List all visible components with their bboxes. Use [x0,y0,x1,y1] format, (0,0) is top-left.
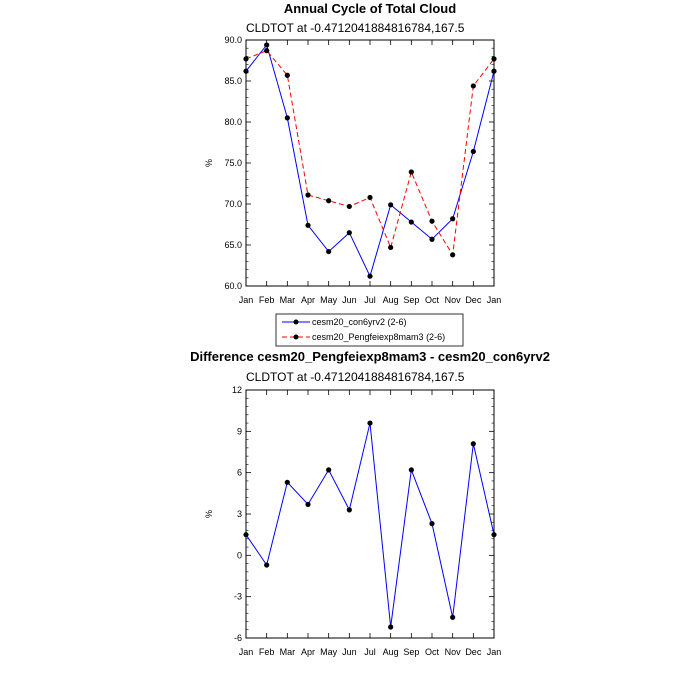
bottom-series-line-1 [246,423,494,627]
top-series-1-point [491,69,496,74]
bottom-series-1-point [429,521,434,526]
top-series-1-point [326,249,331,254]
bottom-series-1-point [285,480,290,485]
top-series-1-point [409,219,414,224]
legend-marker-series-1 [294,320,299,325]
bottom-ytick-label: 12 [231,385,242,395]
top-series-2-point [367,195,372,200]
bottom-ytick-label: -6 [233,633,242,643]
top-y-axis-label: % [204,158,214,168]
bottom-xtick-label: Jun [342,647,357,657]
top-xtick-label: Jan [486,295,502,305]
top-xtick-label: Sep [403,295,420,305]
top-series-2-point [264,48,269,53]
top-series-1-point [367,274,372,279]
bottom-series-1-point [471,441,476,446]
bottom-xtick-label: Dec [465,647,482,657]
top-xtick-label: Dec [465,295,482,305]
bottom-xtick-label: Jan [486,647,502,657]
top-xtick-label: Feb [258,295,275,305]
top-series-1-point [347,230,352,235]
top-chart-title: Annual Cycle of Total Cloud [283,1,457,16]
top-series-1-point [388,202,393,207]
top-xtick-label: May [320,295,338,305]
bottom-series-1-point [367,420,372,425]
bottom-ytick-label: -3 [233,591,242,602]
legend-label-series-1: cesm20_con6yrv2 (2-6) [312,317,407,327]
legend-marker-series-2 [294,335,299,340]
bottom-series-1-point [450,615,455,620]
bottom-xtick-label: Mar [279,647,296,657]
top-xtick-label: Mar [279,295,296,305]
top-series-1-point [264,42,269,47]
top-series-1-point [243,69,248,74]
top-ytick-label: 90.0 [224,35,242,45]
bottom-ytick-label: 6 [236,467,242,478]
top-series-2-point [326,198,331,203]
bottom-xtick-label: Apr [300,647,316,657]
bottom-ytick-label: 3 [236,509,242,519]
bottom-xtick-label: May [320,647,338,657]
bottom-xtick-label: Jul [364,647,376,657]
top-ytick-label: 85.0 [224,76,242,86]
top-xtick-label: Oct [424,295,440,305]
top-xtick-label: Nov [444,295,461,305]
bottom-series-1-point [347,507,352,512]
top-ytick-label: 75.0 [224,158,242,168]
bottom-xtick-label: Sep [403,647,420,657]
bottom-chart-panel [204,385,501,657]
top-series-1-point [429,237,434,242]
bottom-series-1-point [388,624,393,629]
top-series-2-point [450,252,455,257]
top-chart-panel [204,35,501,305]
top-xtick-label: Apr [300,295,316,305]
bottom-ytick-label: 0 [236,550,242,561]
top-xtick-label: Jan [238,295,254,305]
top-series-1-point [450,216,455,221]
top-series-2-point [285,73,290,78]
top-ytick-label: 60.0 [224,281,242,291]
top-series-line-2 [246,51,494,255]
top-series-2-point [305,192,310,197]
top-series-1-point [305,223,310,228]
top-series-1-point [285,115,290,120]
bottom-xtick-label: Jan [238,647,254,657]
top-ytick-label: 70.0 [224,199,242,209]
top-series-2-point [409,169,414,174]
bottom-series-1-point [409,467,414,472]
top-series-2-point [388,245,393,250]
bottom-series-1-point [326,467,331,472]
bottom-xtick-label: Nov [444,647,461,657]
bottom-series-1-point [305,502,310,507]
bottom-xtick-label: Feb [258,647,275,657]
top-chart-legend [276,314,463,346]
top-plot-frame [246,40,494,286]
top-xtick-label: Jul [364,295,376,305]
top-chart-subtitle: CLDTOT at -0.4712041884816784,167.5 [246,21,465,35]
top-series-1-point [471,149,476,154]
bottom-xtick-label: Aug [382,647,399,657]
bottom-series-1-point [264,562,269,567]
bottom-y-axis-label: % [204,509,214,519]
bottom-ytick-label: 9 [236,426,242,437]
top-ytick-label: 65.0 [224,240,242,250]
top-series-2-point [491,56,496,61]
top-series-2-point [347,204,352,209]
bottom-chart-title: Difference cesm20_Pengfeiexp8mam3 - cesm20_con6yrv2 [190,349,550,364]
legend-label-series-2: cesm20_Pengfeiexp8mam3 (2-6) [312,332,446,342]
bottom-series-1-point [491,532,496,537]
bottom-series-1-point [243,532,248,537]
top-ytick-label: 80.0 [224,117,242,127]
bottom-xtick-label: Oct [424,647,440,657]
top-series-2-point [429,219,434,224]
top-series-2-point [471,83,476,88]
top-series-line-1 [246,45,494,276]
top-series-2-point [243,56,248,61]
bottom-chart-subtitle: CLDTOT at -0.4712041884816784,167.5 [246,370,465,384]
top-xtick-label: Aug [382,295,399,305]
top-xtick-label: Jun [342,295,357,305]
